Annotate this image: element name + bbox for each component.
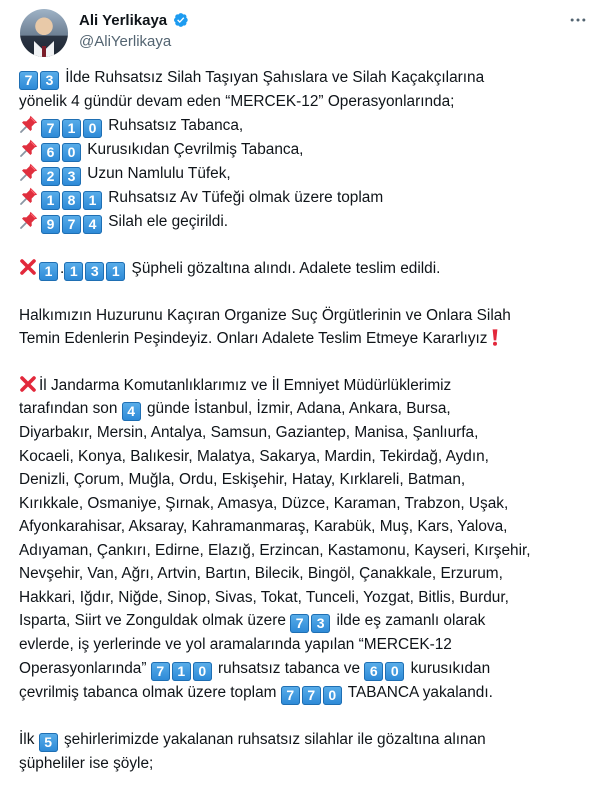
keycap-digit: 1 [41, 191, 60, 210]
pushpin-icon [19, 141, 41, 158]
keycap-digit: 7 [41, 119, 60, 138]
keycap-number [39, 260, 60, 277]
keycap-digit: 1 [83, 191, 102, 210]
closing-text-a: İlk [19, 730, 39, 748]
item-text: Kurusıkıdan Çevrilmiş Tabanca, [83, 140, 304, 158]
item-text: Silah ele geçirildi. [104, 212, 229, 230]
keycap-digit: 5 [39, 733, 58, 752]
keycap-digit: 0 [83, 119, 102, 138]
avatar[interactable] [20, 9, 68, 57]
operation-text-f: TABANCA yakalandı. [343, 683, 493, 701]
keycap-digit: 7 [151, 662, 170, 681]
keycap-number [41, 165, 83, 182]
more-options-icon[interactable] [568, 10, 588, 30]
keycap-number [39, 731, 60, 748]
keycap-digit: 8 [62, 191, 81, 210]
keycap-digit: 1 [39, 262, 58, 281]
paragraph-gap [19, 705, 594, 728]
keycap-digit: 1 [64, 262, 83, 281]
keycap-number [41, 117, 104, 134]
keycap-digit: 9 [41, 215, 60, 234]
paragraph-gap [19, 351, 594, 374]
keycap-digit: 7 [302, 686, 321, 705]
author-name[interactable]: Ali Yerlikaya [79, 11, 168, 29]
keycap-digit: 0 [62, 143, 81, 162]
closing-text-b: şehirlerimizde yakalanan ruhsatsız silahlar ile gözaltına alınan şüpheliler ise şöyle; [19, 730, 486, 772]
keycap-digit: 7 [62, 215, 81, 234]
item-text: Uzun Namlulu Tüfek, [83, 164, 231, 182]
operation-text-b: günde İstanbul, İzmir, Adana, Ankara, Bursa, Diyarbakır, Mersin, Antalya, Samsun, Gaziantep, Manisa, Şanlıurfa, Kocaeli, Konya, Balıkesir, Malatya, Sakarya, Mardin, Tekirdağ, Aydın, Denizli, Çorum, Muğla, Ordu, Eskişehir, Hatay, Kırklareli, Batman, Kırıkkale, Osmaniye, Şırnak, Amasya, Düzce, Karaman, Trabzon, Uşak, Afyonkarahisar, Aksaray, Kahramanmaraş, Karabük, Muş, Kars, Yalova, Adıyaman, Çankırı, Edirne, Elazığ, Erzincan, Kastamonu, Kayseri, Kırşehir, Nevşehir, Van, Ağrı, Artvin, Bartın, Bilecik, Bingöl, Çanakkale, Erzurum, Hakkari, Iğdır, Niğde, Sinop, Sivas, Tokat, Tunceli, Yozgat, Bitlis, Burdur, Isparta, Siirt ve Zonguldak olmak üzere [19, 400, 531, 629]
keycap-digit: 7 [19, 71, 38, 90]
author-handle[interactable]: @AliYerlikaya [79, 33, 172, 50]
keycap-digit: 7 [290, 614, 309, 633]
cross-mark-icon [19, 260, 39, 277]
keycap-number [364, 660, 406, 677]
pursuit-text: Halkımızın Huzurunu Kaçıran Organize Suç Örgütlerinin ve Onlara Silah Temin Edenlerin Peşindeyiz. Onları Adalete Teslim Etmeye Kararlıyız [19, 306, 511, 347]
verified-badge-icon [171, 11, 189, 29]
keycap-digit: 1 [172, 662, 191, 681]
keycap-digit: 4 [122, 402, 141, 421]
paragraph-gap [19, 234, 594, 257]
tweet-intro-text: İlde Ruhsatsız Silah Taşıyan Şahıslara ve Silah Kaçakçılarına yönelik 4 gündür devam eden “MERCEK-12” Operasyonlarında; [19, 69, 485, 110]
keycap-digit: 1 [106, 262, 125, 281]
avatar-tie [42, 46, 46, 57]
keycap-digit: 6 [41, 143, 60, 162]
operation-text-a: İl Jandarma Komutanlıklarımız ve İl Emniyet Müdürlüklerimiz tarafından son [19, 376, 452, 417]
operation-text-e: kurusıkıdan çevrilmiş tabanca olmak üzere toplam [19, 659, 491, 701]
keycap-digit: 4 [83, 215, 102, 234]
author-name-row [79, 11, 189, 29]
keycap-number [122, 400, 143, 417]
keycap-number [19, 69, 61, 86]
keycap-digit: 2 [41, 167, 60, 186]
keycap-digit: 0 [193, 662, 212, 681]
keycap-digit: 3 [40, 71, 59, 90]
keycap-digit: 1 [62, 119, 81, 138]
operation-text-d: ruhsatsız tabanca ve [213, 659, 365, 677]
keycap-digit: 6 [364, 662, 383, 681]
operation-text-c: ilde eş zamanlı olarak evlerde, iş yerlerinde ve yol aramalarında yapılan “MERCEK-12 Operasyonlarında” [19, 612, 486, 677]
keycap-number [281, 684, 344, 701]
keycap-digit: 3 [311, 614, 330, 633]
cross-mark-icon [19, 377, 39, 394]
number-separator: . [60, 259, 65, 277]
keycap-digit: 3 [62, 167, 81, 186]
keycap-digit: 0 [385, 662, 404, 681]
keycap-digit: 7 [281, 686, 300, 705]
pushpin-icon [19, 189, 41, 206]
detained-text: Şüpheli gözaltına alındı. Adalete teslim edildi. [127, 259, 441, 277]
item-text: Ruhsatsız Tabanca, [104, 116, 244, 134]
item-text: Ruhsatsız Av Tüfeği olmak üzere toplam [104, 188, 384, 206]
red-exclamation-icon [490, 328, 500, 347]
pushpin-icon [19, 117, 41, 134]
pushpin-icon [19, 165, 41, 182]
paragraph-gap [19, 281, 594, 304]
keycap-number [64, 260, 127, 277]
keycap-number [41, 189, 104, 206]
tweet-header [0, 0, 612, 68]
pushpin-icon [19, 213, 41, 230]
keycap-digit: 3 [85, 262, 104, 281]
keycap-number [41, 213, 104, 230]
keycap-digit: 0 [323, 686, 342, 705]
tweet-text [19, 66, 594, 775]
keycap-number [41, 141, 83, 158]
keycap-number [151, 660, 214, 677]
keycap-number [290, 612, 332, 629]
